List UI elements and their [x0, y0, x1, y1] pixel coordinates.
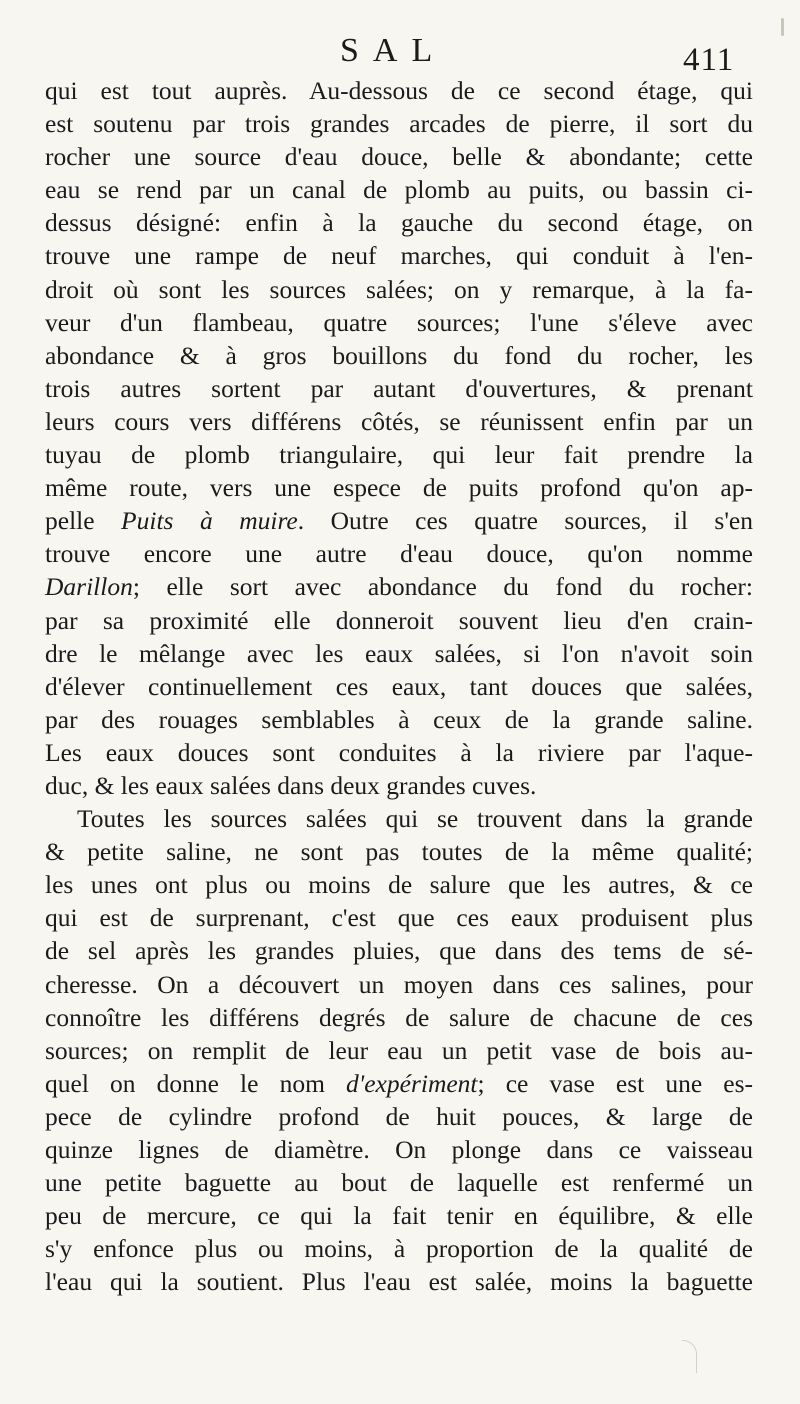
text-line: & petite saline, ne sont pas toutes de la même qualité; [45, 837, 753, 867]
text-line: d'élever continuellement ces eaux, tant douces que salées, [45, 671, 753, 701]
text-line: dre le mêlange avec les eaux salées, si l'on n'avoit soin [45, 638, 753, 668]
running-head: SAL [340, 32, 447, 69]
text-line: quel on donne le nom d'expériment; ce vase est une es- [45, 1068, 753, 1098]
text-line: pelle Puits à muire. Outre ces quatre sources, il s'en [45, 506, 753, 536]
text-line: Darillon; elle sort avec abondance du fond du rocher: [45, 572, 753, 602]
paper-mark [781, 18, 784, 36]
text-line: leurs cours vers différens côtés, se réunissent enfin par un [45, 406, 753, 436]
text-line: eau se rend par un canal de plomb au puits, ou bassin ci- [45, 175, 753, 205]
text-line: dessus désigné: enfin à la gauche du second étage, on [45, 208, 753, 238]
text-line: qui est tout auprès. Au-dessous de ce second étage, qui [45, 76, 753, 105]
text-line: connoître les différens degrés de salure de chacune de ces [45, 1002, 753, 1032]
page-number: 411 [683, 42, 735, 78]
text-line: Les eaux douces sont conduites à la riviere par l'aque- [45, 737, 753, 767]
text-line: par sa proximité elle donneroit souvent lieu d'en crain- [45, 605, 753, 635]
text-line: droit où sont les sources salées; on y remarque, à la fa- [45, 274, 753, 304]
text-line: est soutenu par trois grandes arcades de pierre, il sort du [45, 109, 753, 139]
text-line: peu de mercure, ce qui la fait tenir en équilibre, & elle [45, 1201, 753, 1231]
paragraph-end-line: duc, & les eaux salées dans deux grandes cuves. [45, 770, 537, 800]
text-line: trouve une rampe de neuf marches, qui conduit à l'en- [45, 241, 753, 271]
text-line: de sel après les grandes pluies, que dans des tems de sé- [45, 936, 753, 966]
text-line: qui est de surprenant, c'est que ces eaux produisent plus [45, 903, 753, 933]
paper-mark [682, 1340, 697, 1373]
body-text [45, 74, 753, 1298]
text-line: quinze lignes de diamètre. On plonge dans ce vaisseau [45, 1135, 753, 1164]
text-line: une petite baguette au bout de laquelle est renfermé un [45, 1168, 753, 1198]
paragraph-start-line: Toutes les sources salées qui se trouvent dans la grande [77, 804, 753, 834]
text-line: rocher une source d'eau douce, belle & abondante; cette [45, 142, 753, 172]
text-line: par des rouages semblables à ceux de la grande saline. [45, 704, 753, 734]
text-line: les unes ont plus ou moins de salure que les autres, & ce [45, 870, 753, 900]
text-line: trois autres sortent par autant d'ouvertures, & prenant [45, 373, 753, 403]
text-line: trouve encore une autre d'eau douce, qu'on nomme [45, 539, 753, 569]
text-line: s'y enfonce plus ou moins, à proportion de la qualité de [45, 1234, 753, 1264]
text-line: cheresse. On a découvert un moyen dans ces salines, pour [45, 969, 753, 999]
text-line: abondance & à gros bouillons du fond du rocher, les [45, 340, 753, 370]
text-line: tuyau de plomb triangulaire, qui leur fait prendre la [45, 440, 753, 470]
text-line: l'eau qui la soutient. Plus l'eau est salée, moins la baguette [45, 1267, 753, 1297]
text-line: veur d'un flambeau, quatre sources; l'une s'éleve avec [45, 307, 753, 337]
text-line: pece de cylindre profond de huit pouces, & large de [45, 1101, 753, 1131]
text-line: même route, vers une espece de puits profond qu'on ap- [45, 473, 753, 503]
text-line: sources; on remplit de leur eau un petit vase de bois au- [45, 1035, 753, 1065]
